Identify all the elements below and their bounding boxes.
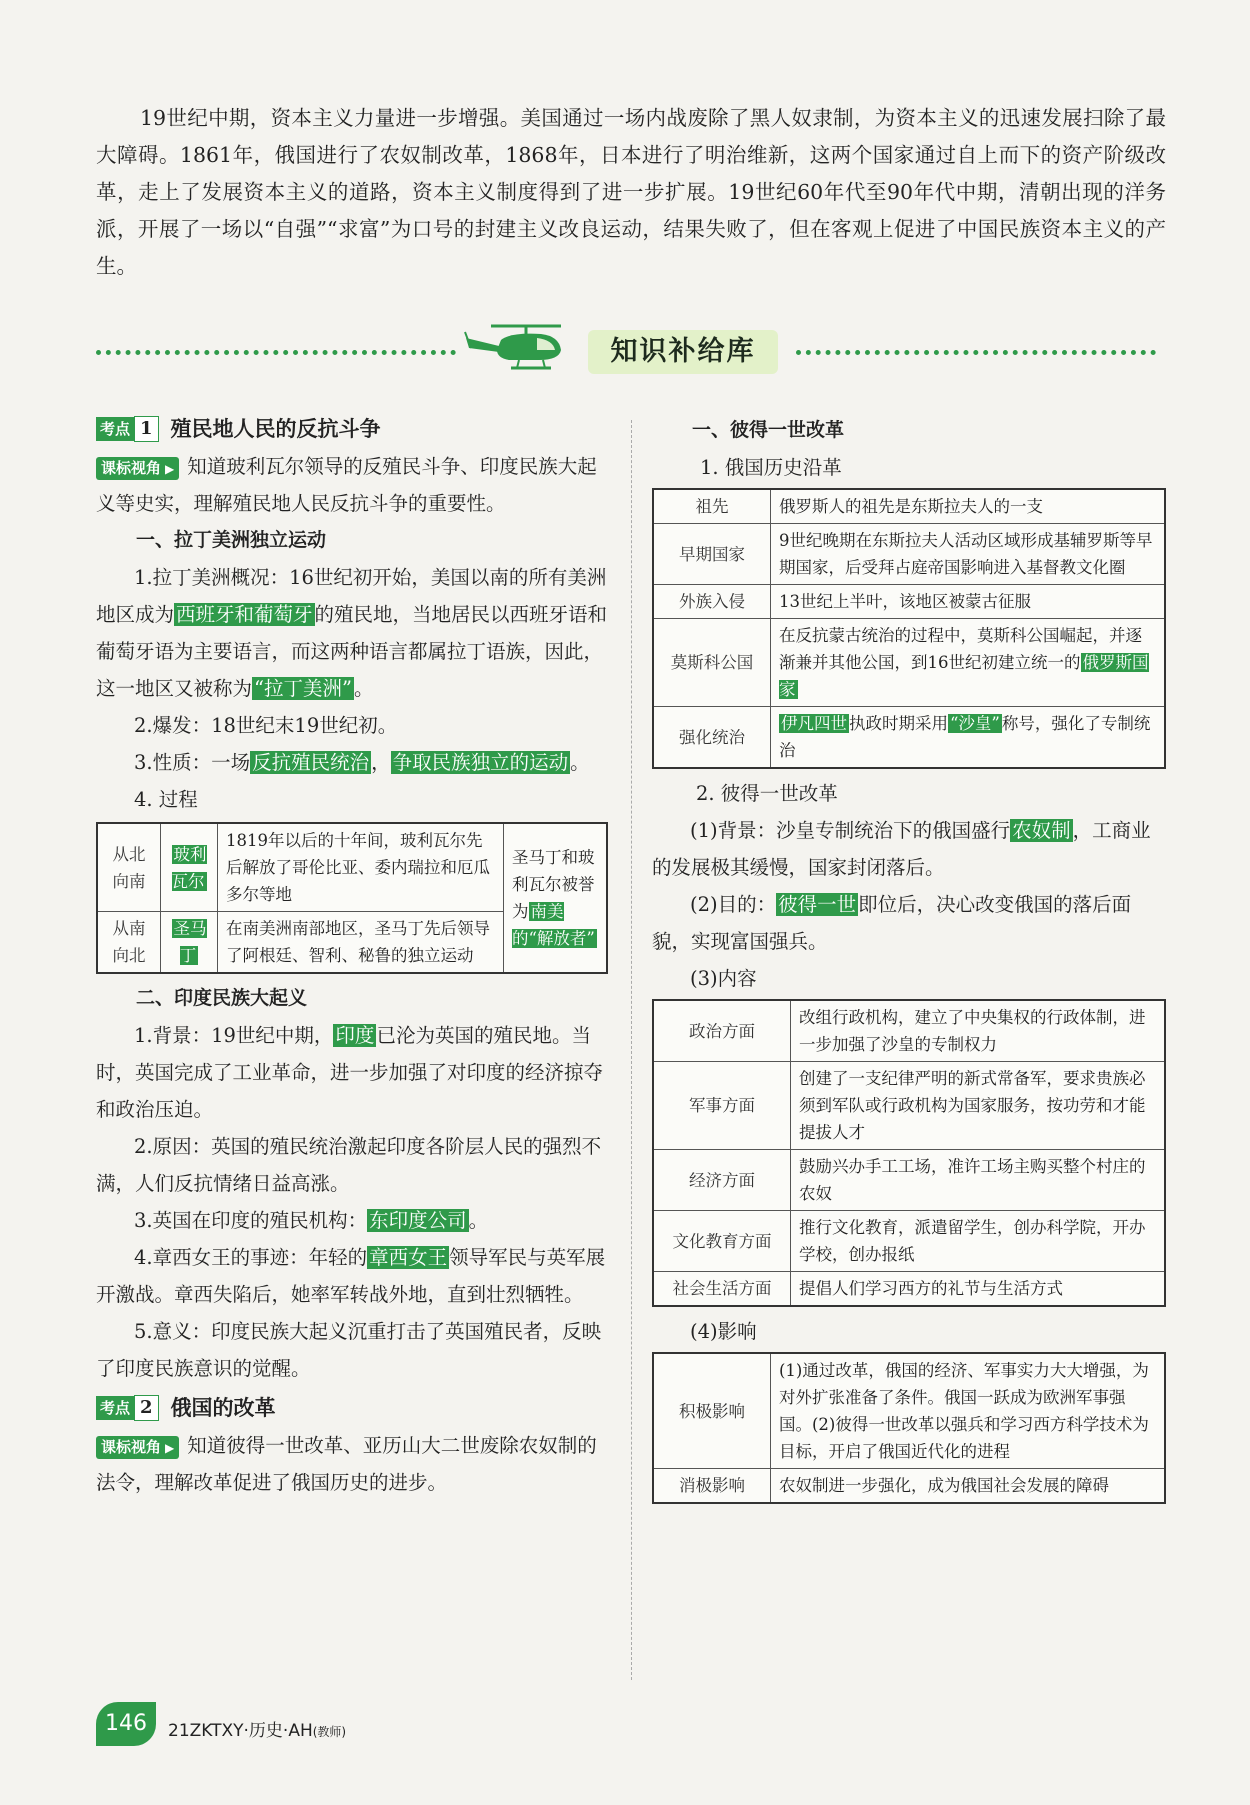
table-cell: 消极影响	[653, 1469, 771, 1504]
text: ，	[371, 751, 391, 774]
highlight: “拉丁美洲”	[254, 677, 352, 700]
heading-content: (3)内容	[690, 967, 757, 990]
text: 3.性质：一场	[134, 751, 251, 774]
table-row	[653, 489, 1165, 524]
topic-heading-1	[96, 412, 611, 446]
subheading-peter: 一、彼得一世改革	[692, 419, 845, 441]
heading-reform: 2. 彼得一世改革	[696, 782, 838, 805]
highlight: 争取民族独立的运动	[392, 751, 569, 774]
topic-title: 俄国的改革	[170, 1395, 276, 1420]
highlight: 圣马丁	[173, 919, 207, 965]
table-cell: 创建了一支纪律严明的新式常备军，要求贵族必须到军队或行政机构为国家服务，按功劳和才能提拔人才	[791, 1062, 1166, 1150]
text: ，工商业的发展极其缓慢，国家封闭落后。	[652, 819, 1151, 879]
paragraph-queen	[96, 1239, 611, 1313]
highlight: 伊凡四世	[781, 714, 847, 733]
text: 。	[468, 1209, 489, 1232]
paragraph-reason: 2.原因：英国的殖民统治激起印度各阶层人民的强烈不满，人们反抗情绪日益高涨。	[96, 1135, 602, 1195]
table-cell: 早期国家	[653, 524, 771, 585]
table-cell: 从北向南	[97, 823, 161, 912]
topic-number: 1	[134, 416, 159, 442]
paragraph-process: 4. 过程	[134, 788, 198, 811]
topic-title: 殖民地人民的反抗斗争	[170, 416, 381, 441]
history-table	[652, 488, 1166, 769]
curriculum-text: 知道玻利瓦尔领导的反殖民斗争、印度民族大起义等史实，理解殖民地人民反抗斗争的重要性。	[96, 455, 597, 515]
table-cell	[771, 619, 1166, 707]
text: 1.背景：19世纪中期，	[134, 1024, 334, 1047]
table-row	[653, 707, 1165, 769]
column-divider	[631, 420, 632, 1680]
table-cell: 文化教育方面	[653, 1211, 791, 1272]
topic-number: 2	[134, 1395, 159, 1421]
book-code-text: 21ZKTXY·历史·AH	[168, 1721, 313, 1741]
table-cell: 俄罗斯人的祖先是东斯拉夫人的一支	[771, 489, 1166, 524]
content-table	[652, 999, 1166, 1307]
highlight: 农奴制	[1012, 819, 1071, 842]
table-row	[653, 619, 1165, 707]
table-cell: 推行文化教育，派遣留学生，创办科学院，开办学校，创办报纸	[791, 1211, 1166, 1272]
paragraph-significance: 5.意义：印度民族大起义沉重打击了英国殖民者，反映了印度民族意识的觉醒。	[96, 1320, 602, 1380]
helicopter-icon	[461, 318, 581, 378]
text: 领导军民与英军展开激战。章西失陷后，她率军转战外地，直到壮烈牺牲。	[96, 1246, 606, 1306]
right-column	[652, 412, 1167, 1504]
curriculum-label: 课标视角 ▶	[96, 457, 179, 480]
text: 的殖民地，当地居民以西班牙语和葡萄牙语为主要语言，而这两种语言都属拉丁语族，因此，这一地区又被称为	[96, 603, 608, 700]
table-row	[653, 585, 1165, 619]
curriculum-note-1	[96, 448, 611, 522]
text: 。	[353, 677, 374, 700]
page-number: 146	[96, 1702, 156, 1746]
table-row	[653, 1353, 1165, 1469]
intro-paragraph	[96, 100, 1166, 285]
impact-table	[652, 1352, 1166, 1504]
paragraph-outbreak: 2.爆发：18世纪末19世纪初。	[134, 714, 398, 737]
heading-history: 1. 俄国历史沿革	[700, 456, 842, 479]
topic-tag: 考点	[96, 417, 134, 441]
text: 3.英国在印度的殖民机构：	[134, 1209, 368, 1232]
table-cell: 从南向北	[97, 912, 161, 974]
table-row	[653, 1062, 1165, 1150]
paragraph-institution	[96, 1202, 611, 1239]
table-cell	[771, 707, 1166, 769]
section-banner	[96, 318, 1156, 388]
process-table	[96, 822, 608, 974]
subheading-latin-america: 一、拉丁美洲独立运动	[136, 529, 327, 551]
table-row	[653, 1469, 1165, 1504]
heading-impact: (4)影响	[690, 1320, 757, 1343]
highlight: 西班牙和葡萄牙	[176, 603, 313, 626]
table-cell: 外族入侵	[653, 585, 771, 619]
text: 。	[570, 751, 590, 774]
paragraph-reform-purpose	[652, 886, 1167, 960]
table-cell	[161, 912, 218, 974]
table-cell: 政治方面	[653, 1000, 791, 1062]
text: 称号，强化了专制统治	[779, 714, 1151, 760]
topic-heading-2	[96, 1391, 611, 1425]
highlight: 反抗殖民统治	[252, 751, 370, 774]
highlight: 章西女王	[369, 1246, 448, 1269]
table-cell: 经济方面	[653, 1150, 791, 1211]
table-cell: 13世纪上半叶，该地区被蒙古征服	[771, 585, 1166, 619]
highlight: 南美的“解放者”	[512, 902, 595, 948]
intro-text: 19世纪中期，资本主义力量进一步增强。美国通过一场内战废除了黑人奴隶制，为资本主义的迅速发展扫除了最大障碍。1861年，俄国进行了农奴制改革，1868年，日本进行了明治维新，这两个国家通过自上而下的资产阶级改革，走上了发展资本主义的道路，资本主义制度得到了进一步扩展。19世纪60年代至90年代中期，清朝出现的洋务派，开展了一场以“自强”“求富”为口号的封建主义改良运动，结果失败了，但在客观上促进了中国民族资本主义的产生。	[96, 106, 1166, 278]
curriculum-text: 知道彼得一世改革、亚历山大二世废除农奴制的法令，理解改革促进了俄国历史的进步。	[96, 1434, 597, 1494]
table-cell: 在南美洲南部地区，圣马丁先后领导了阿根廷、智利、秘鲁的独立运动	[218, 912, 504, 974]
table-cell: 提倡人们学习西方的礼节与生活方式	[791, 1272, 1166, 1307]
dotted-divider-left	[96, 350, 456, 355]
curriculum-label: 课标视角 ▶	[96, 1436, 179, 1459]
text: (1)背景：沙皇专制统治下的俄国盛行	[690, 819, 1011, 842]
paragraph-reform-background	[652, 812, 1167, 886]
text: 即位后，决心改变俄国的落后面貌，实现富国强兵。	[652, 893, 1132, 953]
highlight: 东印度公司	[369, 1209, 467, 1232]
table-row	[97, 823, 607, 912]
table-cell: 祖先	[653, 489, 771, 524]
table-row	[653, 1272, 1165, 1307]
table-row	[653, 1211, 1165, 1272]
highlight: 俄罗斯国家	[779, 653, 1149, 699]
table-row	[653, 524, 1165, 585]
table-cell: 1819年以后的十年间，玻利瓦尔先后解放了哥伦比亚、委内瑞拉和厄瓜多尔等地	[218, 823, 504, 912]
text: 4.章西女王的事迹：年轻的	[134, 1246, 368, 1269]
highlight: 印度	[335, 1024, 375, 1047]
text: (2)目的：	[690, 893, 777, 916]
left-column	[96, 412, 611, 1501]
paragraph-overview	[96, 559, 611, 707]
paragraph-nature	[96, 744, 611, 781]
table-row	[653, 1000, 1165, 1062]
table-cell: 鼓励兴办手工工场，准许工场主购买整个村庄的农奴	[791, 1150, 1166, 1211]
highlight: 彼得一世	[778, 893, 857, 916]
text: 1.拉丁美洲概况：16世纪初开始，美国以南的所有美洲地区成为	[96, 566, 607, 626]
table-cell: 农奴制进一步强化，成为俄国社会发展的障碍	[771, 1469, 1166, 1504]
table-cell: 社会生活方面	[653, 1272, 791, 1307]
banner-title: 知识补给库	[588, 330, 778, 374]
highlight: “沙皇”	[950, 714, 1000, 733]
table-cell: 改组行政机构，建立了中央集权的行政体制，进一步加强了沙皇的专制权力	[791, 1000, 1166, 1062]
book-code	[168, 1716, 346, 1741]
text: 已沦为英国的殖民地。当时，英国完成了工业革命，进一步加强了对印度的经济掠夺和政治压迫。	[96, 1024, 604, 1121]
text: 在反抗蒙古统治的过程中，莫斯科公国崛起，并逐渐兼并其他公国，到16世纪初建立统一的	[779, 626, 1142, 672]
highlight: 玻利瓦尔	[171, 844, 207, 891]
subheading-india: 二、印度民族大起义	[136, 987, 308, 1009]
table-row	[653, 1150, 1165, 1211]
table-cell: 积极影响	[653, 1353, 771, 1469]
table-cell: 9世纪晚期在东斯拉夫人活动区域形成基辅罗斯等早期国家，后受拜占庭帝国影响进入基督教文化圈	[771, 524, 1166, 585]
text: 执政时期采用	[849, 714, 948, 733]
table-cell	[504, 823, 608, 973]
text: 圣马丁和玻利瓦尔被誉为	[512, 848, 595, 921]
curriculum-note-2	[96, 1427, 611, 1501]
table-cell: 莫斯科公国	[653, 619, 771, 707]
table-cell: 军事方面	[653, 1062, 791, 1150]
paragraph-background	[96, 1017, 611, 1128]
dotted-divider-right	[796, 350, 1156, 355]
teacher-label: (教师)	[312, 1725, 347, 1739]
table-cell: 强化统治	[653, 707, 771, 769]
topic-tag: 考点	[96, 1396, 134, 1420]
table-cell	[161, 823, 218, 912]
table-cell: (1)通过改革，俄国的经济、军事实力大大增强，为对外扩张准备了条件。俄国一跃成为欧洲军事强国。(2)彼得一世改革以强兵和学习西方科学技术为目标，开启了俄国近代化的进程	[771, 1353, 1166, 1469]
